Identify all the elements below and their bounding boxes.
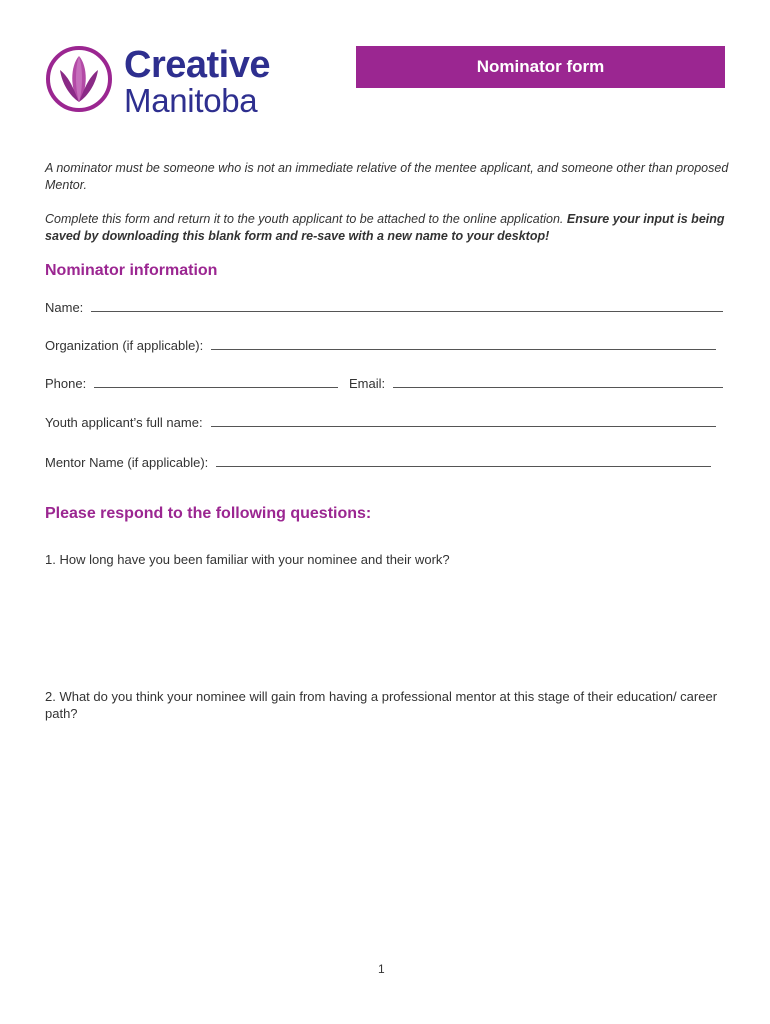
logo-word-manitoba: Manitoba — [124, 82, 258, 119]
creative-manitoba-logo — [44, 44, 304, 118]
phone-input-line[interactable] — [94, 386, 338, 388]
section-heading-questions: Please respond to the following questions: — [45, 505, 372, 522]
organization-input-line[interactable] — [211, 348, 716, 350]
organization-label: Organization (if applicable): — [45, 338, 204, 353]
name-field[interactable] — [45, 300, 723, 315]
intro-warning: Ensure your input is being saved by downloading this blank form and re-save with a new name to your desktop! — [45, 212, 725, 243]
phone-field[interactable] — [45, 376, 338, 391]
youth-name-label: Youth applicant’s full name: — [45, 415, 203, 430]
mentor-name-label: Mentor Name (if applicable): — [45, 455, 209, 470]
intro-paragraph-1: A nominator must be someone who is not an immediate relative of the mentee applicant, and someone other than proposed Mentor. — [45, 161, 729, 192]
email-field[interactable] — [349, 376, 723, 391]
lotus-logo-icon — [44, 44, 114, 114]
name-input-line[interactable] — [91, 310, 723, 312]
logo-word-creative: Creative — [124, 44, 270, 86]
youth-name-input-line[interactable] — [211, 425, 716, 427]
youth-name-field[interactable] — [45, 415, 716, 430]
intro-paragraph-2 — [45, 211, 730, 245]
phone-label: Phone: — [45, 376, 87, 391]
email-input-line[interactable] — [393, 386, 723, 388]
question-2: 2. What do you think your nominee will gain from having a professional mentor at this stage of their education/ career path? — [45, 689, 718, 721]
form-title-banner: Nominator form — [356, 46, 725, 88]
mentor-name-input-line[interactable] — [216, 465, 711, 467]
intro-instructions: Complete this form and return it to the youth applicant to be attached to the online application. — [45, 212, 567, 226]
section-heading-nominator-info: Nominator information — [45, 262, 218, 279]
name-label: Name: — [45, 300, 84, 315]
page-number: 1 — [378, 962, 385, 976]
mentor-name-field[interactable] — [45, 455, 711, 470]
question-1: 1. How long have you been familiar with your nominee and their work? — [45, 552, 450, 567]
organization-field[interactable] — [45, 338, 716, 353]
email-label: Email: — [349, 376, 386, 391]
